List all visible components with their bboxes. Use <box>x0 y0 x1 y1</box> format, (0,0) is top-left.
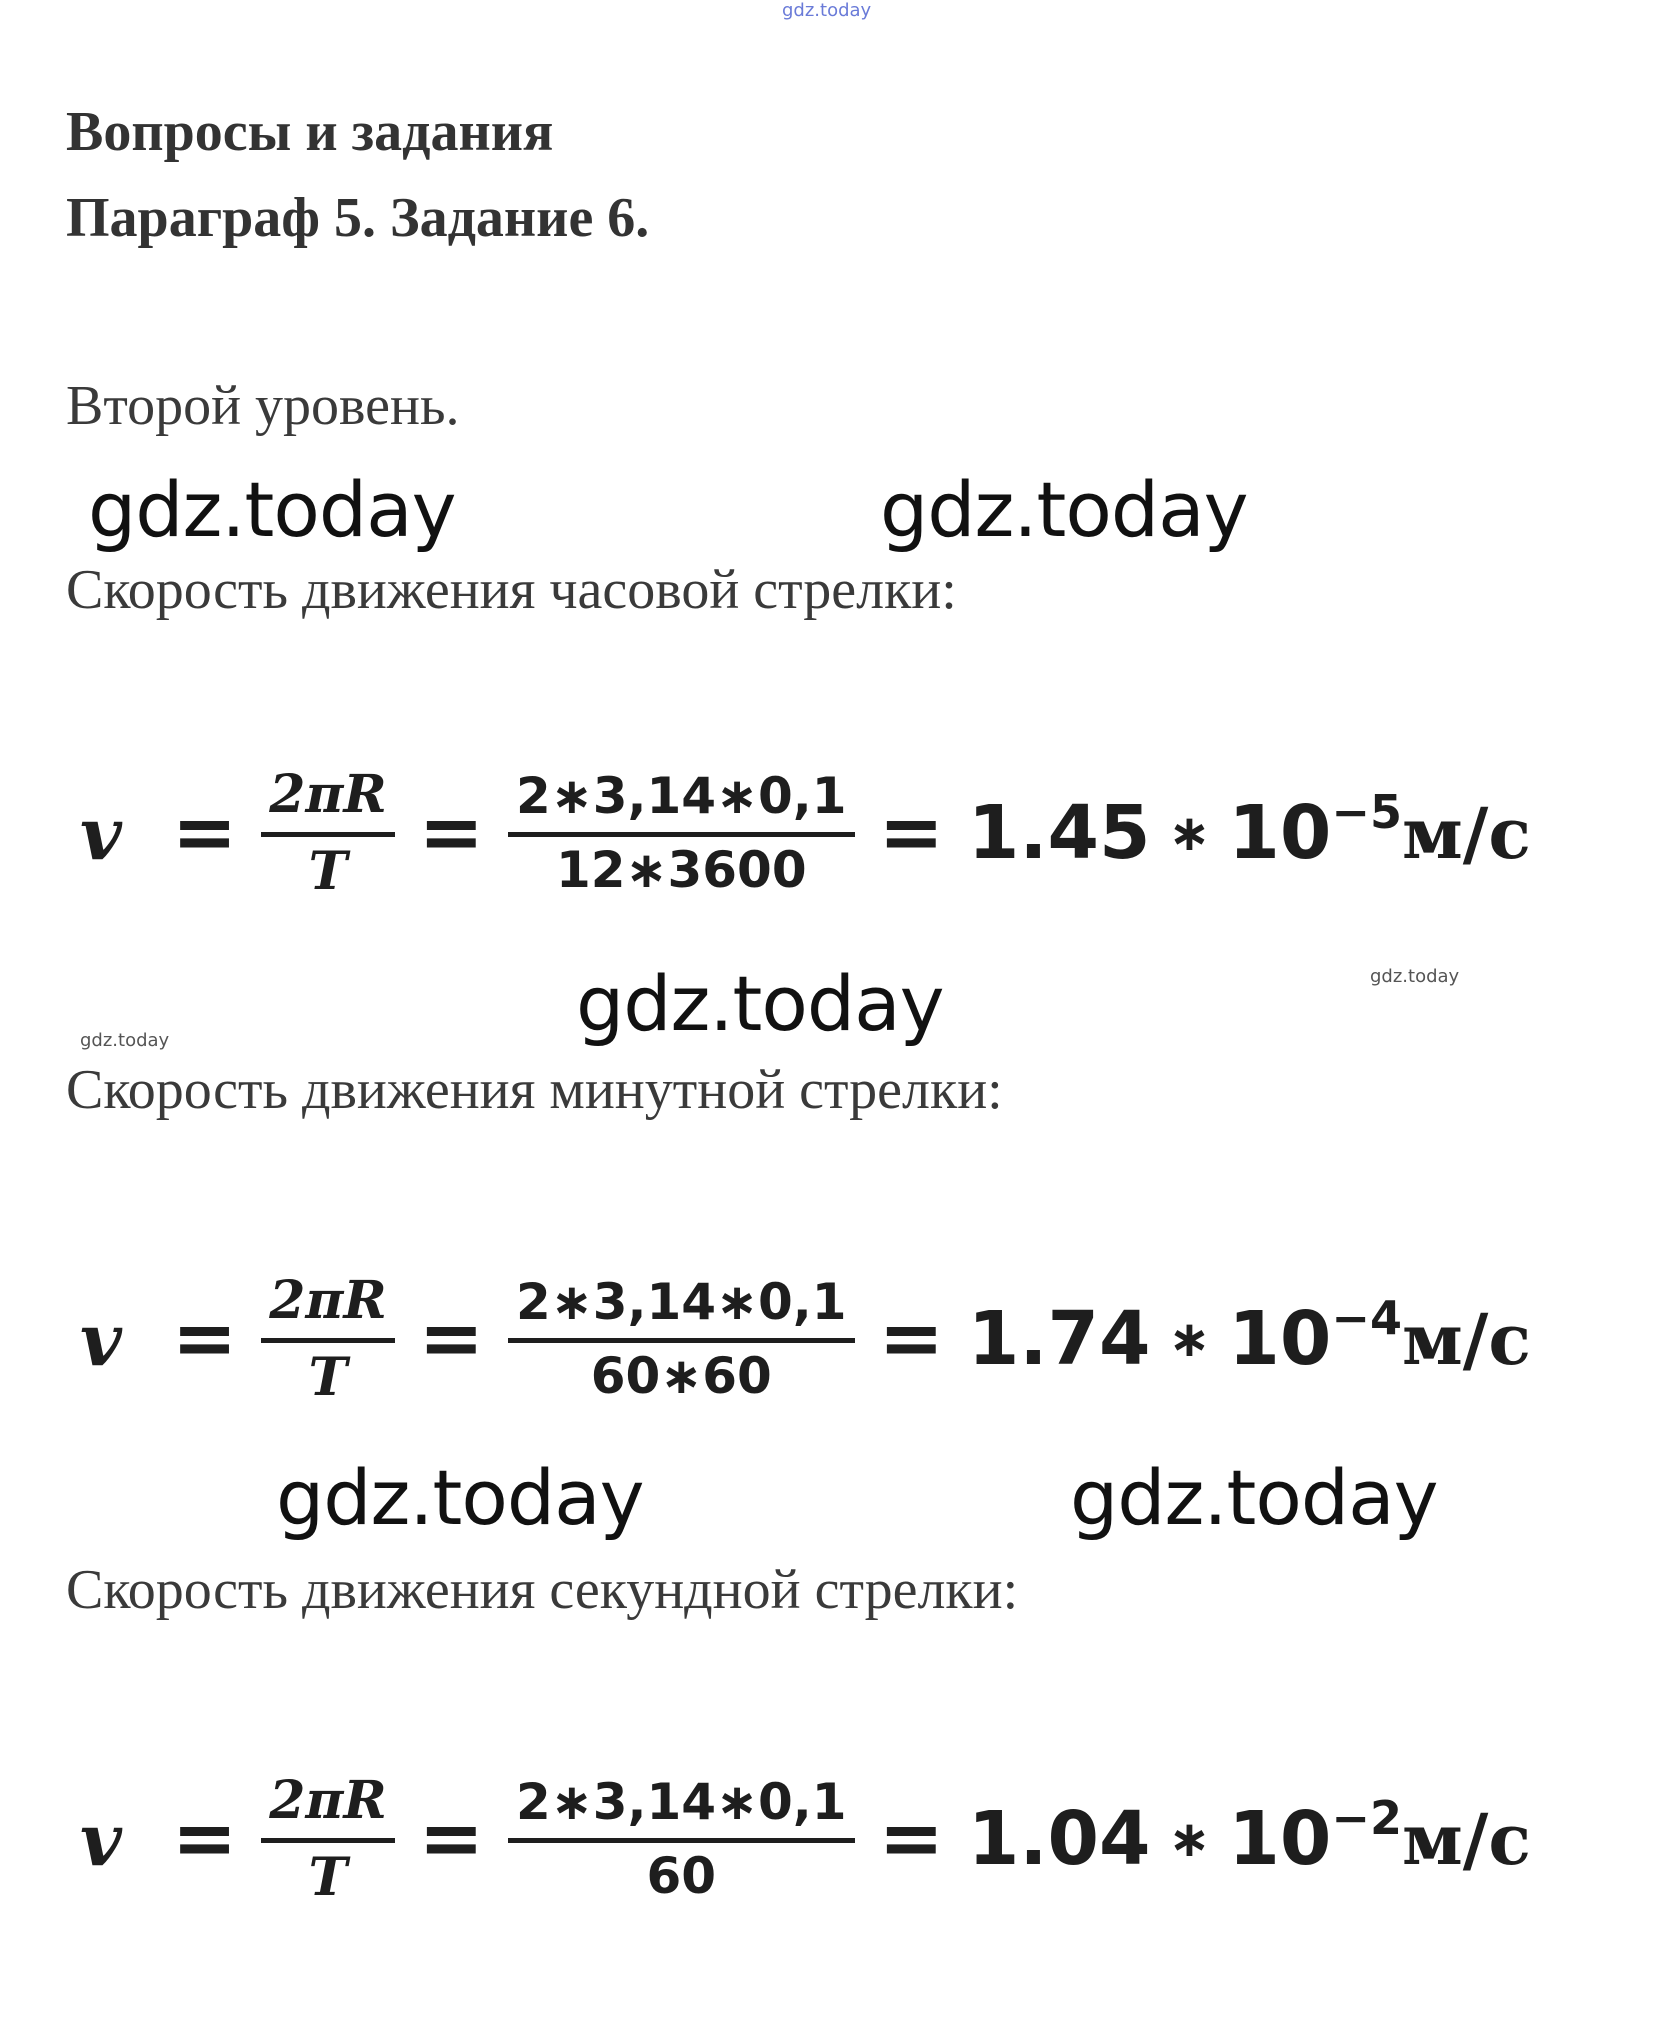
result-exponent: −2 <box>1331 1791 1402 1845</box>
fraction-numerator: 2∗3,14∗0,1 <box>516 1772 847 1831</box>
formula-variable: v <box>80 790 122 876</box>
formula-variable: v <box>80 1796 122 1882</box>
fraction-numerator: 2∗3,14∗0,1 <box>516 766 847 825</box>
result-base: 10 <box>1228 790 1332 876</box>
watermark: gdz.today <box>88 465 456 554</box>
section-caption-hour: Скорость движения часовой стрелки: <box>66 559 957 621</box>
section-caption-minute: Скорость движения минутной стрелки: <box>66 1059 1003 1121</box>
result-power <box>1228 1791 1402 1882</box>
result-mantissa: 1.74 <box>967 1296 1151 1382</box>
fraction-denominator: 12∗3600 <box>555 840 807 899</box>
fraction-denominator: T <box>308 840 348 902</box>
fraction-denominator: 60 <box>646 1846 717 1905</box>
formula-equals: = <box>418 788 485 878</box>
fraction-definition <box>261 764 394 902</box>
formula-equals: = <box>418 1794 485 1884</box>
watermark-small: gdz.today <box>1370 966 1460 987</box>
fraction-numerator: 2πR <box>269 1270 387 1332</box>
result-base: 10 <box>1228 1796 1332 1882</box>
formula-equals: = <box>878 1294 944 1384</box>
fraction-bar <box>508 832 855 837</box>
page-title: Вопросы и задания <box>66 101 554 163</box>
result-unit: м/с <box>1401 791 1531 875</box>
result-exponent: −5 <box>1331 785 1402 839</box>
watermark: gdz.today <box>880 465 1248 554</box>
fraction-denominator: T <box>308 1846 348 1908</box>
result-times: ∗ <box>1168 1310 1211 1368</box>
result-base: 10 <box>1228 1296 1332 1382</box>
fraction-numerator: 2πR <box>269 764 387 826</box>
formula-second <box>80 1764 1531 1914</box>
formula-equals: = <box>171 788 238 878</box>
result-power <box>1228 1291 1402 1382</box>
fraction-bar <box>261 832 394 837</box>
result-mantissa: 1.04 <box>967 1796 1151 1882</box>
result-times: ∗ <box>1168 1810 1211 1868</box>
fraction-bar <box>508 1838 855 1843</box>
section-caption-second: Скорость движения секундной стрелки: <box>66 1559 1019 1621</box>
page-subtitle: Параграф 5. Задание 6. <box>66 187 650 249</box>
watermark: gdz.today <box>1070 1453 1438 1542</box>
fraction-definition <box>261 1270 394 1408</box>
watermark-small: gdz.today <box>80 1030 170 1051</box>
result-times: ∗ <box>1168 804 1211 862</box>
fraction-bar <box>261 1838 394 1843</box>
fraction-denominator: T <box>308 1346 348 1408</box>
result-unit: м/с <box>1401 1297 1531 1381</box>
level-label: Второй уровень. <box>66 375 460 437</box>
formula-equals: = <box>878 788 944 878</box>
fraction-definition <box>261 1770 394 1908</box>
formula-equals: = <box>418 1294 485 1384</box>
fraction-numerator: 2πR <box>269 1770 387 1832</box>
fraction-numerator: 2∗3,14∗0,1 <box>516 1272 847 1331</box>
fraction-substitution <box>508 1772 855 1905</box>
watermark: gdz.today <box>276 1453 644 1542</box>
result-mantissa: 1.45 <box>967 790 1151 876</box>
formula-variable: v <box>80 1296 122 1382</box>
fraction-denominator: 60∗60 <box>590 1346 772 1405</box>
watermark: gdz.today <box>576 959 944 1048</box>
formula-hour <box>80 758 1531 908</box>
fraction-substitution <box>508 1272 855 1405</box>
result-unit: м/с <box>1401 1797 1531 1881</box>
formula-equals: = <box>878 1794 944 1884</box>
watermark-top: gdz.today <box>782 0 872 21</box>
fraction-bar <box>508 1338 855 1343</box>
formula-equals: = <box>171 1294 238 1384</box>
result-power <box>1228 785 1402 876</box>
result-exponent: −4 <box>1331 1291 1402 1345</box>
formula-minute <box>80 1264 1531 1414</box>
formula-equals: = <box>171 1794 238 1884</box>
fraction-bar <box>261 1338 394 1343</box>
fraction-substitution <box>508 766 855 899</box>
